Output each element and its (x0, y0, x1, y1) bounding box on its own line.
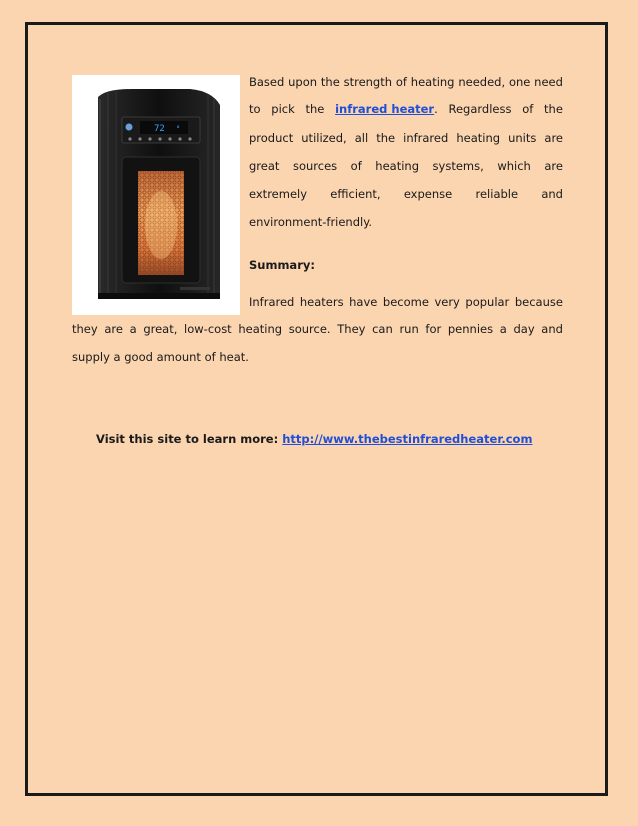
intro-line-4 (249, 159, 563, 173)
intro-line-6: environment-friendly. (249, 215, 373, 229)
word: the (376, 131, 396, 145)
word: day (513, 322, 535, 336)
word: are (544, 131, 563, 145)
word: product (249, 131, 294, 145)
word: heating (456, 131, 501, 145)
period: . (434, 102, 438, 116)
word: heaters (299, 295, 344, 309)
intro-line-2 (249, 102, 563, 116)
visit-line (96, 432, 532, 446)
word: heating (375, 159, 420, 173)
word: source. (288, 322, 331, 336)
word: can (372, 322, 393, 336)
word: Based (249, 75, 285, 89)
word: need (534, 75, 563, 89)
word: which (497, 159, 531, 173)
intro-line-1 (249, 75, 563, 89)
word: of (522, 102, 534, 116)
word: systems, (432, 159, 484, 173)
word: become (382, 295, 429, 309)
infrared-heater-link[interactable]: infrared heater (335, 102, 435, 116)
word: popular (465, 295, 510, 309)
word: very (434, 295, 460, 309)
summary-heading: Summary: (249, 258, 315, 272)
word: needed, (458, 75, 506, 89)
word: great (249, 159, 280, 173)
word: upon (288, 75, 318, 89)
word: heating (410, 75, 455, 89)
intro-line-5 (249, 187, 563, 201)
heater-display-readout: 72 (154, 124, 165, 134)
word: run (399, 322, 419, 336)
svg-text:°: ° (176, 125, 181, 133)
word: strength (343, 75, 393, 89)
word: extremely (249, 187, 308, 201)
word: are (544, 159, 563, 173)
word: all (354, 131, 369, 145)
word: low-cost (184, 322, 232, 336)
word: units (508, 131, 537, 145)
word: have (349, 295, 378, 309)
summary-line-2 (72, 322, 563, 336)
word: They (337, 322, 366, 336)
word: heating (238, 322, 283, 336)
word: reliable (475, 187, 519, 201)
intro-line-3 (249, 131, 563, 145)
word: a (499, 322, 507, 336)
word: Infrared (249, 295, 295, 309)
word: for (425, 322, 442, 336)
word: pick (271, 102, 295, 116)
summary-line-1 (249, 295, 563, 309)
word: sources (292, 159, 338, 173)
word: are (104, 322, 123, 336)
visit-url-link[interactable]: http://www.thebestinfraredheater.com (282, 432, 533, 446)
word: they (72, 322, 98, 336)
word: because (514, 295, 563, 309)
word: of (350, 159, 362, 173)
word: and (541, 187, 563, 201)
word: great, (143, 322, 178, 336)
word: to (249, 102, 261, 116)
word: and (541, 322, 563, 336)
word: a (129, 322, 137, 336)
word: pennies (447, 322, 494, 336)
word: of (395, 75, 407, 89)
word: one (508, 75, 531, 89)
visit-label: Visit this site to learn more: (96, 432, 279, 446)
word: the (544, 102, 563, 116)
word: the (320, 75, 340, 89)
word: efficient, (330, 187, 381, 201)
word: the (305, 102, 325, 116)
word: expense (403, 187, 453, 201)
summary-line-3: supply a good amount of heat. (72, 350, 249, 364)
word: utilized, (301, 131, 347, 145)
infrared-heater-image (72, 75, 240, 315)
word: infrared (403, 131, 449, 145)
word: Regardless (448, 102, 512, 116)
